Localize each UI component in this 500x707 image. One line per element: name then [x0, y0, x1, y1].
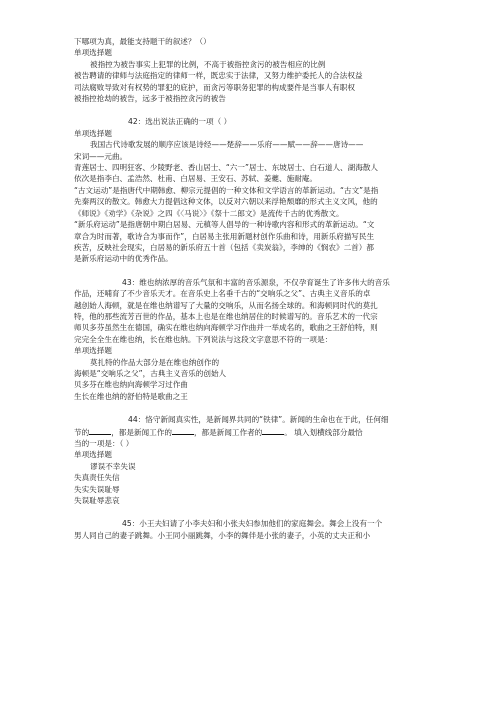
q43-stem-line: 作品，还哺育了不少音乐天才。在音乐史上名垂千古的“交响乐之父”、古典主义音乐的卓	[74, 289, 371, 299]
q43-option-d[interactable]: 生长在维也纳的舒伯特是歌曲之王	[74, 391, 188, 401]
q44-option-d[interactable]: 失误耻辱悲哀	[74, 496, 120, 506]
q42-option-a-line: 我国古代诗歌发展的顺序应该是诗经——楚辞——乐府——赋——辞——唐诗——	[90, 140, 364, 150]
q43-option-c[interactable]: 贝多芬在维也纳向海顿学习过作曲	[74, 380, 188, 390]
q41-option-c[interactable]: 司法腐败导致对有权势的罪犯的庇护，而贪污等职务犯罪的构成要件是当事人有职权	[74, 82, 355, 92]
q44-stem-segment: ，都是新闻工作者的	[193, 427, 263, 437]
q41-type: 单项选择题	[74, 48, 112, 58]
q44-stem-line: 44：恪守新闻真实性，是新闻界共同的“铁律”。新闻的生命也在于此，任何细	[128, 415, 389, 425]
q42-option-c-line: 《师说》《劝学》《杂说》之四《〈马说〉》《祭十二郎文》是流传千古的优秀散文。	[74, 208, 344, 218]
q44-stem-line: 当的一项是：（ ）	[74, 439, 134, 448]
q43-type: 单项选择题	[74, 346, 112, 356]
q43-option-a[interactable]: 莫扎特的作品大部分是在维也纳创作的	[90, 357, 220, 367]
q44-stem-segment: ，都是新闻工作的	[111, 427, 172, 437]
q42-option-d-line: 是新乐府运动中的优秀作品。	[74, 254, 173, 264]
q42-type: 单项选择题	[74, 128, 112, 138]
q42-option-a-line: 宋词——元曲。	[74, 151, 128, 161]
q44-option-c[interactable]: 失实失误耻辱	[74, 484, 120, 494]
q44-blank-1	[89, 426, 111, 435]
q42-option-b-line: 青莲居士、四明狂客、少陵野老、香山居士、“六一”居士、东坡居士、白石道人、湖海散人	[74, 163, 379, 173]
q44-blank-3	[262, 426, 284, 435]
q44-option-b[interactable]: 失真责任失信	[74, 473, 120, 483]
q42-option-c[interactable]	[74, 185, 430, 219]
q45-stem-line: 男人同自己的妻子跳舞。小王同小丽跳舞，小李的舞伴是小张的妻子，小英的丈夫正和小	[74, 530, 371, 540]
q44-option-a[interactable]: 谬误不幸失误	[90, 461, 136, 471]
q42-option-d[interactable]	[74, 219, 430, 265]
q42-option-c-line: 先秦两汉的散文。韩愈大力提倡这种文体，以反对六朝以来浮艳颓靡的形式主义文风，他的	[74, 197, 378, 207]
q45-stem-line: 45：小王夫妇请了小李夫妇和小张夫妇参加他们的家庭舞会。舞会上没有一个	[122, 519, 383, 529]
q42-option-d-line: 章合为时而著，歌诗合为事而作”，白居易主张用新题材创作乐曲和诗，用新乐府描写民生	[74, 231, 375, 241]
q43-stem	[74, 277, 430, 345]
q43-stem-line: 特，他的那些流芳百世的作品，基本上也是在维也纳居住的时候谱写的。音乐艺术的一代宗	[74, 311, 378, 321]
q42-option-b[interactable]	[74, 162, 430, 185]
q41-option-b[interactable]: 被告聘请的律师与法庭指定的律师一样，既忠实于法律，又努力维护委托人的合法权益	[74, 71, 363, 81]
q43-stem-line: 43：维也纳浓厚的音乐气氛和丰富的音乐源泉，不仅孕育诞生了许多伟大的音乐	[122, 277, 390, 287]
document-page	[74, 36, 430, 541]
q41-option-d[interactable]: 被指控抢劫的被告，远多于被指控贪污的被告	[74, 94, 226, 104]
q43-stem-line: 越创始人海顿，就是在维也纳谱写了大量的交响乐，从而名扬全球的。和海顿同时代的莫扎	[74, 300, 378, 310]
q43-option-b[interactable]: 海顿是“交响乐之父”，古典主义音乐的创始人	[74, 368, 227, 378]
q42-option-d-line: “新乐府运动”是指唐朝中期白居易、元稹等人倡导的一种诗歌内容和形式的革新运动。“文	[74, 220, 375, 230]
q42-option-c-line: “古文运动”是指唐代中期韩愈、柳宗元提倡的一种文体和文学语言的革新运动。“古文”是指	[74, 185, 379, 195]
q42-option-d-line: 疾苦，反映社会现实，白居易的新乐府五十首（包括《卖炭翁》，李绅的《悯农》二首）都	[74, 242, 374, 252]
q44-blank-2	[172, 426, 194, 435]
q42-option-a[interactable]	[74, 139, 430, 162]
q43-stem-line: 完完全全生在维也纳，长在维也纳。下列说法与这段文字意思不符的一项是：	[74, 334, 333, 344]
q44-stem-segment: 节的	[74, 427, 90, 437]
q44-stem-line-blanks	[74, 426, 430, 438]
q44-type: 单项选择题	[74, 450, 112, 460]
q41-option-a[interactable]: 被指控为被告事实上犯罪的比例，不高于被指控贪污的被告相应的比例	[90, 59, 326, 69]
q42-option-b-line: 依次是指李白、孟浩然、杜甫、白居易、王安石、苏轼、姜夔、施耐庵。	[74, 174, 317, 184]
q43-stem-line: 师贝多芬虽然生在德国，确实在维也纳向海顿学习作曲并一举成名的，歌曲之王舒伯特，则	[74, 323, 378, 333]
q41-stem-tail: 下哪项为真，最能支持题干的叙述？（）	[74, 37, 211, 46]
q42-stem: 42：选出说法正确的一项（ ）	[128, 117, 232, 127]
q44-stem-segment: 。 填入划横线部分最恰	[284, 427, 363, 437]
